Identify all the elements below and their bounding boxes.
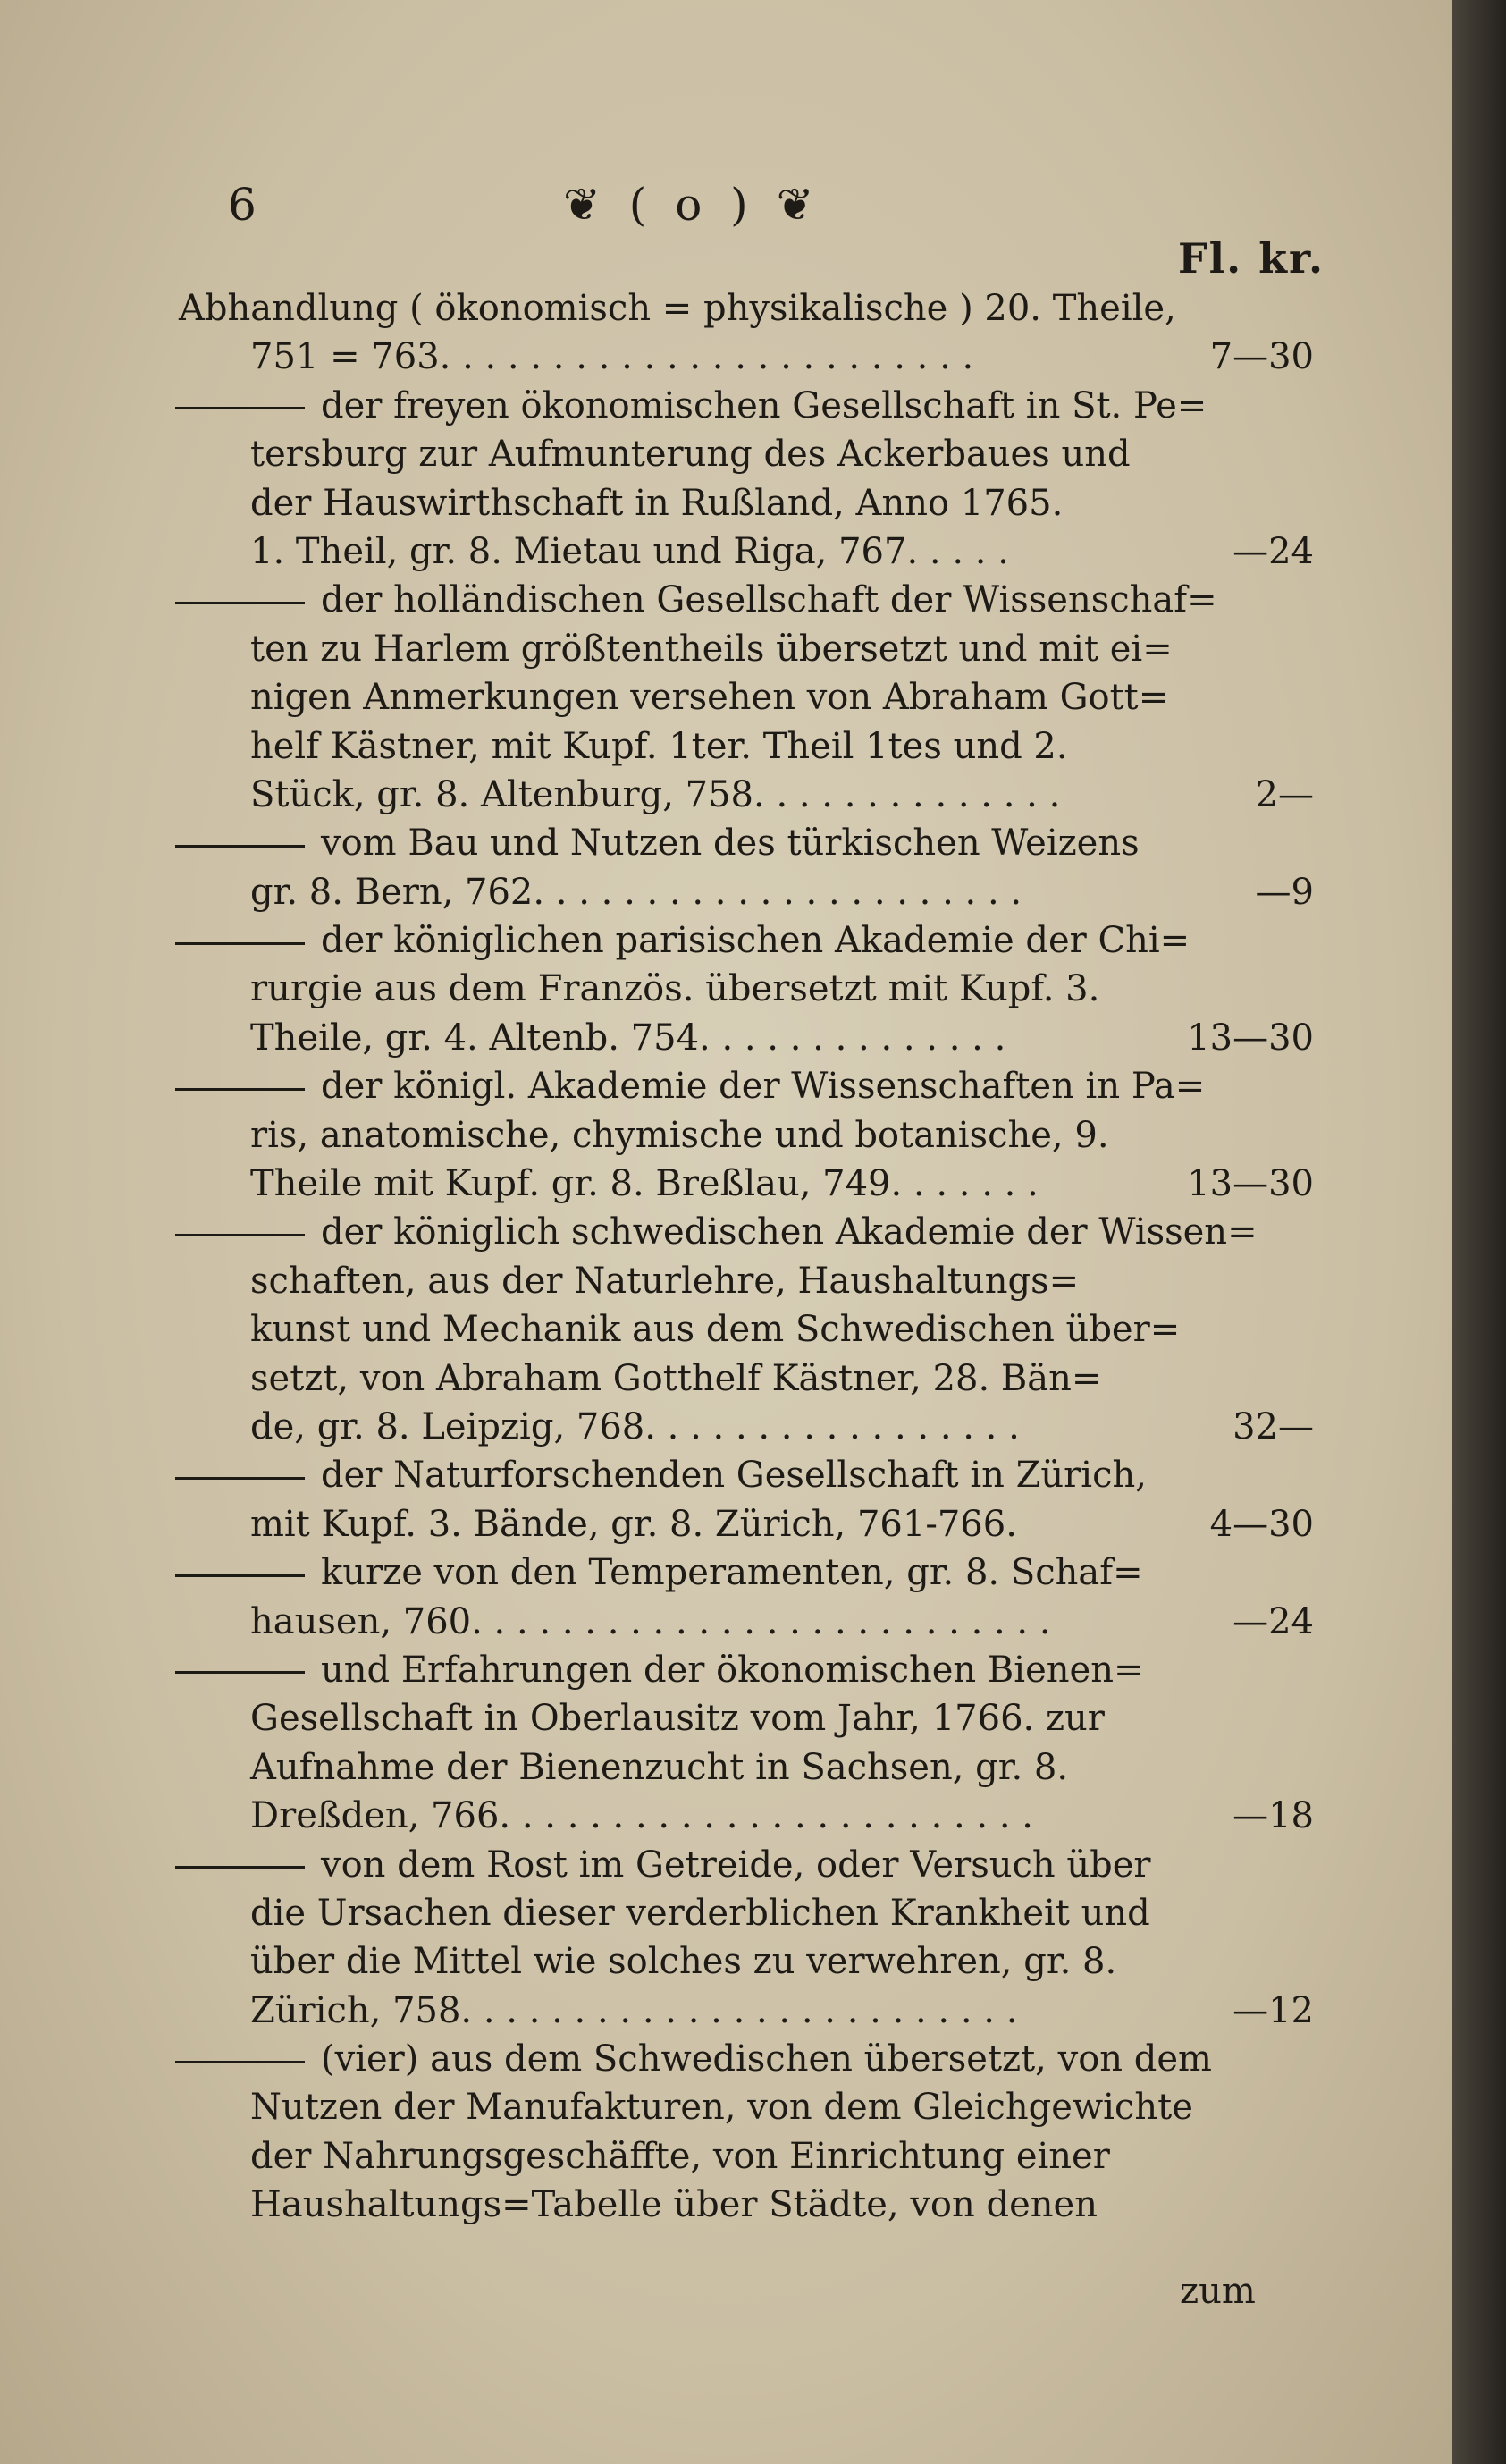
- entry-text: de, gr. 8. Leipzig, 768. . . . . . . . . . . . . . . . .: [250, 1405, 1020, 1447]
- entry-text: Abhandlung ( ökonomisch = physikalische ) 20. Theile,: [179, 288, 1176, 329]
- entry-text: mit Kupf. 3. Bände, gr. 8. Zürich, 761-766.: [250, 1503, 1017, 1545]
- entry-price: —18: [1233, 1795, 1314, 1837]
- entry-line: [179, 1889, 1341, 1937]
- entry-price: 2—: [1255, 773, 1314, 815]
- price-column-heading: Fl. kr.: [1178, 234, 1325, 283]
- entry-line: [179, 1743, 1341, 1792]
- entry-text: die Ursachen dieser verderblichen Krankheit und: [250, 1892, 1150, 1934]
- entry-text: über die Mittel wie solches zu verwehren, gr. 8.: [250, 1941, 1117, 1983]
- entry-line: [179, 479, 1341, 527]
- entry-text: der Hauswirthschaft in Rußland, Anno 1765.: [250, 482, 1064, 524]
- entry-text: (vier) aus dem Schwedischen übersetzt, von dem: [321, 2038, 1212, 2080]
- entry-text: der königlichen parisischen Akademie der Chi=: [321, 920, 1190, 962]
- entry-line: [179, 1548, 1341, 1597]
- entry-text: der königl. Akademie der Wissenschaften in Pa=: [321, 1066, 1206, 1108]
- entry-line: [179, 2181, 1341, 2229]
- entry-line: [179, 1451, 1341, 1499]
- entry-line: [179, 1987, 1341, 2035]
- entry-text: Theile mit Kupf. gr. 8. Breßlau, 749. . . . . . .: [250, 1163, 1039, 1205]
- ditto-dash: [175, 602, 305, 604]
- entry-line: [179, 2132, 1341, 2181]
- entry-price: —24: [1233, 530, 1314, 572]
- entry-line: [179, 771, 1341, 819]
- entry-line: [179, 1160, 1341, 1208]
- entry-text: 1. Theil, gr. 8. Mietau und Riga, 767. . . . .: [250, 530, 1009, 572]
- entry-line: [179, 1257, 1341, 1305]
- book-edge: [1452, 0, 1506, 2464]
- entry-price: 13—30: [1187, 1017, 1314, 1059]
- entry-price: 13—30: [1187, 1163, 1314, 1205]
- entry-text: vom Bau und Nutzen des türkischen Weizens: [321, 823, 1140, 865]
- entry-list: [179, 284, 1341, 2230]
- entry-line: [179, 965, 1341, 1013]
- entry-line: [179, 1646, 1341, 1694]
- entry-line: [179, 1354, 1341, 1403]
- entry-price: 7—30: [1209, 336, 1314, 378]
- entry-line: [179, 722, 1341, 771]
- entry-price: —9: [1255, 871, 1314, 913]
- entry-line: [179, 382, 1341, 430]
- entry-text: 751 = 763. . . . . . . . . . . . . . . . . . . . . . . .: [250, 336, 974, 378]
- entry-text: kurze von den Temperamenten, gr. 8. Schaf=: [321, 1552, 1143, 1594]
- entry-line: [179, 625, 1341, 673]
- entry-line: [179, 576, 1341, 624]
- entry-text: der holländischen Gesellschaft der Wissenschaf=: [321, 579, 1217, 621]
- entry-line: [179, 868, 1341, 916]
- entry-text: von dem Rost im Getreide, oder Versuch über: [321, 1844, 1151, 1886]
- entry-line: [179, 1500, 1341, 1548]
- entry-text: gr. 8. Bern, 762. . . . . . . . . . . . . . . . . . . . . .: [250, 871, 1022, 913]
- entry-text: rurgie aus dem Französ. übersetzt mit Kupf. 3.: [250, 968, 1100, 1010]
- entry-line: [179, 527, 1341, 576]
- entry-line: [179, 1062, 1341, 1110]
- ditto-dash: [175, 845, 305, 848]
- entry-line: [179, 430, 1341, 478]
- ditto-dash: [175, 2061, 305, 2063]
- entry-text: kunst und Mechanik aus dem Schwedischen über=: [250, 1309, 1181, 1351]
- ditto-dash: [175, 1088, 305, 1091]
- ditto-dash: [175, 1574, 305, 1577]
- ditto-dash: [175, 407, 305, 409]
- entry-line: [179, 284, 1341, 333]
- header-ornament: ❦ ( o ) ❦: [563, 179, 821, 231]
- entry-text: und Erfahrungen der ökonomischen Bienen=: [321, 1649, 1144, 1691]
- entry-text: helf Kästner, mit Kupf. 1ter. Theil 1tes und 2.: [250, 725, 1068, 767]
- entry-line: [179, 333, 1341, 381]
- entry-text: nigen Anmerkungen versehen von Abraham Gott=: [250, 677, 1169, 719]
- entry-text: schaften, aus der Naturlehre, Haushaltungs=: [250, 1260, 1080, 1302]
- entry-line: [179, 1598, 1341, 1646]
- entry-text: Gesellschaft in Oberlausitz vom Jahr, 1766. zur: [250, 1698, 1105, 1740]
- entry-line: [179, 1841, 1341, 1889]
- entry-price: —12: [1233, 1989, 1314, 2031]
- ditto-dash: [175, 1866, 305, 1869]
- ditto-dash: [175, 942, 305, 945]
- entry-price: —24: [1233, 1600, 1314, 1642]
- catchword: zum: [1180, 2271, 1256, 2312]
- entry-line: [179, 819, 1341, 867]
- entry-text: ris, anatomische, chymische und botanische, 9.: [250, 1114, 1109, 1156]
- entry-line: [179, 916, 1341, 965]
- entry-text: Nutzen der Manufakturen, von dem Gleichgewichte: [250, 2087, 1193, 2129]
- entry-text: der Nahrungsgeschäffte, von Einrichtung einer: [250, 2135, 1110, 2177]
- entry-line: [179, 673, 1341, 721]
- entry-text: der königlich schwedischen Akademie der Wissen=: [321, 1211, 1258, 1253]
- entry-price: 32—: [1233, 1405, 1314, 1447]
- entry-line: [179, 1792, 1341, 1840]
- entry-text: der Naturforschenden Gesellschaft in Zürich,: [321, 1455, 1147, 1497]
- entry-line: [179, 2035, 1341, 2083]
- entry-text: setzt, von Abraham Gotthelf Kästner, 28. Bän=: [250, 1357, 1102, 1399]
- entry-line: [179, 1403, 1341, 1451]
- entry-text: Zürich, 758. . . . . . . . . . . . . . . . . . . . . . . . .: [250, 1989, 1018, 2031]
- entry-text: der freyen ökonomischen Gesellschaft in St. Pe=: [321, 384, 1207, 426]
- entry-text: tersburg zur Aufmunterung des Ackerbaues und: [250, 434, 1131, 476]
- entry-text: ten zu Harlem größtentheils übersetzt und mit ei=: [250, 628, 1173, 670]
- entry-text: Stück, gr. 8. Altenburg, 758. . . . . . . . . . . . . .: [250, 773, 1061, 815]
- entry-text: Haushaltungs=Tabelle über Städte, von denen: [250, 2184, 1098, 2226]
- entry-line: [179, 2083, 1341, 2131]
- entry-line: [179, 1937, 1341, 1986]
- entry-line: [179, 1694, 1341, 1743]
- ditto-dash: [175, 1234, 305, 1236]
- entry-line: [179, 1014, 1341, 1062]
- page-number: 6: [228, 179, 257, 231]
- entry-line: [179, 1111, 1341, 1160]
- entry-line: [179, 1208, 1341, 1256]
- entry-text: Theile, gr. 4. Altenb. 754. . . . . . . . . . . . . .: [250, 1017, 1006, 1059]
- entry-text: hausen, 760. . . . . . . . . . . . . . . . . . . . . . . . . .: [250, 1600, 1051, 1642]
- ditto-dash: [175, 1671, 305, 1674]
- entry-text: Dreßden, 766. . . . . . . . . . . . . . . . . . . . . . . .: [250, 1795, 1033, 1837]
- entry-price: 4—30: [1209, 1503, 1314, 1545]
- entry-text: Aufnahme der Bienenzucht in Sachsen, gr. 8.: [250, 1746, 1069, 1788]
- entry-line: [179, 1305, 1341, 1354]
- ditto-dash: [175, 1477, 305, 1480]
